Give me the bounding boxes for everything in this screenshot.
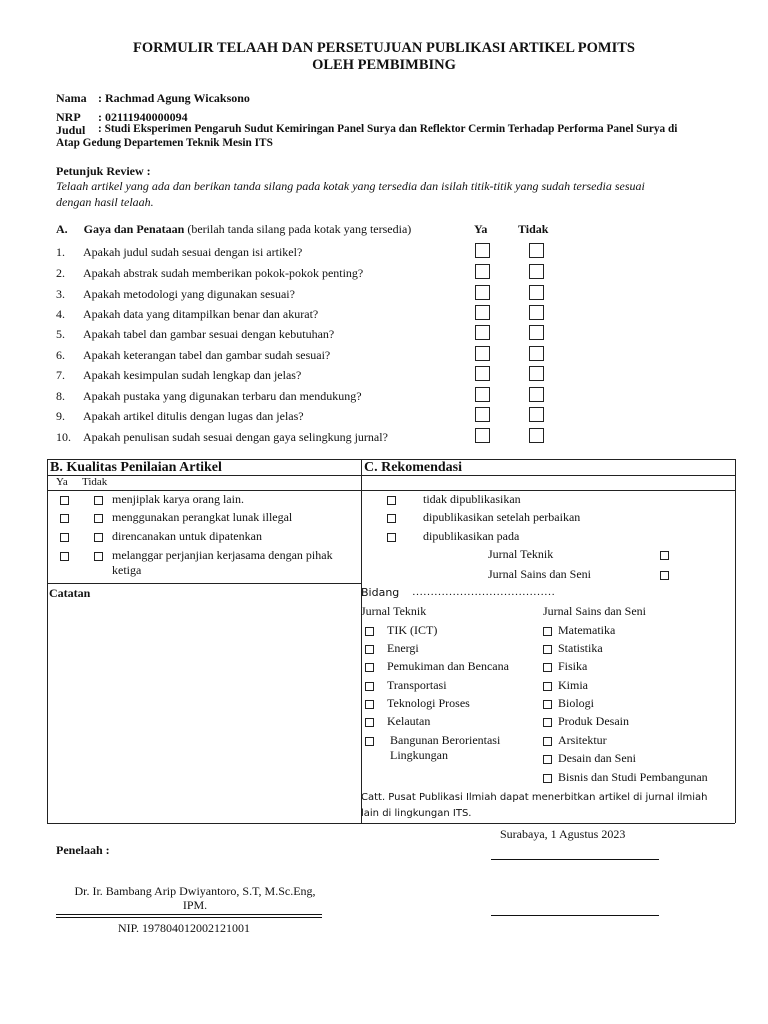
bidang-checkbox[interactable]: [365, 737, 374, 746]
judul-value-line-2: Atap Gedung Departemen Teknik Mesin ITS: [56, 137, 273, 149]
jurnal-teknik-heading: Jurnal Teknik: [361, 604, 427, 618]
section-b-item: [60, 510, 103, 525]
rekomendasi-option: [387, 529, 396, 544]
bidang-option[interactable]: [543, 696, 594, 711]
q1-ya-checkbox[interactable]: [475, 243, 490, 258]
rekomendasi-option-label: dipublikasikan setelah perbaikan: [423, 510, 581, 524]
bidang-option-label: Fisika: [558, 659, 588, 673]
nrp-value: : 02111940000094: [98, 110, 188, 124]
bidang-option[interactable]: [543, 714, 629, 729]
item-ya-checkbox[interactable]: [60, 533, 69, 542]
question-text: Apakah kesimpulan sudah lengkap dan jelas?: [83, 368, 302, 382]
question-text: Apakah metodologi yang digunakan sesuai?: [83, 287, 295, 301]
section-c-note-line-1: Catt. Pusat Publikasi Ilmiah dapat menerbitkan artikel di jurnal ilmiah: [361, 792, 708, 803]
reviewer-underline-2: [56, 917, 322, 918]
bidang-option[interactable]: [365, 659, 509, 674]
bidang-checkbox[interactable]: [365, 645, 374, 654]
bidang-option-label: Statistika: [558, 641, 603, 655]
q4-ya-checkbox[interactable]: [475, 305, 490, 320]
item-tidak-checkbox[interactable]: [94, 496, 103, 505]
section-b-item-text-line-2: ketiga: [112, 563, 142, 577]
section-b-item-text: melanggar perjanjian kerjasama dengan pihak: [112, 548, 333, 562]
question-text: Apakah keterangan tabel dan gambar sudah sesuai?: [83, 348, 331, 362]
bidang-option-label: Arsitektur: [558, 733, 607, 747]
q3-ya-checkbox[interactable]: [475, 285, 490, 300]
section-c-note-line-2: lain di lingkungan ITS.: [361, 808, 472, 819]
form-title-line-2: OLEH PEMBIMBING: [312, 57, 456, 73]
instructions-heading: Petunjuk Review :: [56, 164, 151, 178]
instructions-line-1: Telaah artikel yang ada dan berikan tanda silang pada kotak yang tersedia dan isilah titik-titik yang sudah tersedia sesuai: [56, 179, 645, 193]
reviewer-nip: NIP. 197804012002121001: [118, 921, 251, 935]
bidang-option[interactable]: [365, 678, 447, 693]
bidang-checkbox[interactable]: [543, 718, 552, 727]
nama-label: Nama: [56, 91, 87, 105]
bidang-checkbox[interactable]: [543, 755, 552, 764]
bidang-option[interactable]: [543, 751, 636, 766]
bidang-option-label: Kimia: [558, 678, 588, 692]
bidang-option[interactable]: [543, 641, 603, 656]
question-text: Apakah pustaka yang digunakan terbaru dan mendukung?: [83, 389, 362, 403]
bidang-option-label: Teknologi Proses: [387, 696, 470, 710]
signature-line-bottom: [491, 915, 659, 916]
bidang-option[interactable]: [543, 623, 615, 638]
bidang-checkbox[interactable]: [543, 700, 552, 709]
bidang-checkbox[interactable]: [543, 737, 552, 746]
q5-ya-checkbox[interactable]: [475, 325, 490, 340]
q10-tidak-checkbox[interactable]: [529, 428, 544, 443]
bidang-checkbox[interactable]: [543, 627, 552, 636]
section-c-heading: C. Rekomendasi: [364, 460, 463, 475]
bidang-checkbox[interactable]: [365, 718, 374, 727]
section-b-item: [60, 548, 103, 563]
nrp-label: NRP: [56, 110, 81, 124]
bidang-option-label: Matematika: [558, 623, 616, 637]
bidang-option[interactable]: [365, 623, 437, 638]
q6-tidak-checkbox[interactable]: [529, 346, 544, 361]
bidang-option[interactable]: [543, 770, 708, 785]
bidang-option-label: Pemukiman dan Bencana: [387, 659, 509, 673]
bidang-option-label: TIK (ICT): [387, 623, 438, 637]
option-checkbox[interactable]: [387, 496, 396, 505]
question-number: 9.: [56, 409, 65, 423]
bidang-input[interactable]: …………………………………: [412, 586, 555, 598]
q9-tidak-checkbox[interactable]: [529, 407, 544, 422]
q9-ya-checkbox[interactable]: [475, 407, 490, 422]
section-a-col-ya: Ya: [474, 222, 488, 236]
q1-tidak-checkbox[interactable]: [529, 243, 544, 258]
sub-option-checkbox[interactable]: [660, 571, 669, 580]
judul-label: Judul: [56, 123, 86, 137]
question-number: 5.: [56, 327, 65, 341]
sub-option-checkbox[interactable]: [660, 551, 669, 560]
bidang-option-label: Bisnis dan Studi Pembangunan: [558, 770, 708, 784]
bidang-option-label: Desain dan Seni: [558, 751, 636, 765]
journal-sub-option: [660, 567, 669, 582]
question-number: 4.: [56, 307, 65, 321]
bidang-option-label: Kelautan: [387, 714, 431, 728]
question-text: Apakah artikel ditulis dengan lugas dan jelas?: [83, 409, 304, 423]
question-number: 2.: [56, 266, 65, 280]
journal-sub-option: [660, 547, 669, 562]
bidang-checkbox[interactable]: [543, 663, 552, 672]
section-b-item-text: menggunakan perangkat lunak illegal: [112, 510, 293, 524]
section-a-col-tidak: Tidak: [518, 222, 549, 236]
bidang-option[interactable]: [543, 659, 587, 674]
item-tidak-checkbox[interactable]: [94, 514, 103, 523]
question-text: Apakah judul sudah sesuai dengan isi artikel?: [83, 245, 303, 259]
judul-value-line-1: : Studi Eksperimen Pengaruh Sudut Kemiringan Panel Surya dan Reflektor Cermin Terhadap Performa Panel Surya di: [98, 123, 678, 135]
catatan-input[interactable]: [49, 602, 359, 820]
bidang-option[interactable]: [543, 678, 588, 693]
bidang-checkbox[interactable]: [365, 700, 374, 709]
catatan-label: Catatan: [49, 586, 91, 600]
q6-ya-checkbox[interactable]: [475, 346, 490, 361]
item-ya-checkbox[interactable]: [60, 552, 69, 561]
question-text: Apakah penulisan sudah sesuai dengan gaya selingkung jurnal?: [83, 430, 388, 444]
bidang-option[interactable]: [365, 714, 430, 729]
journal-sub-option-label: Jurnal Teknik: [488, 547, 554, 561]
bidang-checkbox[interactable]: [543, 682, 552, 691]
q2-tidak-checkbox[interactable]: [529, 264, 544, 279]
question-text: Apakah abstrak sudah memberikan pokok-pokok penting?: [83, 266, 364, 280]
bidang-checkbox[interactable]: [365, 682, 374, 691]
section-b-item-text: direncanakan untuk dipatenkan: [112, 529, 262, 543]
bidang-checkbox[interactable]: [365, 627, 374, 636]
rekomendasi-option: [387, 492, 396, 507]
item-tidak-checkbox[interactable]: [94, 552, 103, 561]
item-tidak-checkbox[interactable]: [94, 533, 103, 542]
q8-ya-checkbox[interactable]: [475, 387, 490, 402]
bidang-option[interactable]: [365, 641, 419, 656]
bidang-option-label: Produk Desain: [558, 714, 629, 728]
section-b-col-ya: Ya: [56, 476, 68, 488]
penelaah-label: Penelaah :: [56, 843, 110, 857]
bidang-option[interactable]: [543, 733, 607, 748]
journal-sub-option-label: Jurnal Sains dan Seni: [488, 567, 591, 581]
reviewer-underline-1: [56, 914, 322, 915]
q3-tidak-checkbox[interactable]: [529, 285, 544, 300]
reviewer-name: [56, 884, 334, 912]
bidang-option[interactable]: [365, 696, 470, 711]
section-b-item: [60, 492, 103, 507]
q7-ya-checkbox[interactable]: [475, 366, 490, 381]
bidang-option-label: Bangunan Berorientasi Lingkungan: [390, 733, 501, 762]
section-b-heading: B. Kualitas Penilaian Artikel: [50, 460, 222, 475]
section-a-note: (berilah tanda silang pada kotak yang tersedia): [187, 222, 412, 236]
question-text: Apakah tabel dan gambar sesuai dengan kebutuhan?: [83, 327, 335, 341]
rekomendasi-option-label: dipublikasikan pada: [423, 529, 520, 543]
question-number: 6.: [56, 348, 65, 362]
bidang-option-label: Energi: [387, 641, 419, 655]
rekomendasi-option: [387, 510, 396, 525]
nama-row: [56, 91, 87, 106]
item-ya-checkbox[interactable]: [60, 514, 69, 523]
signature-line-top: [491, 859, 659, 860]
section-a-prefix: A.: [56, 222, 68, 236]
question-text: Apakah data yang ditampilkan benar dan akurat?: [83, 307, 319, 321]
place-date: Surabaya, 1 Agustus 2023: [500, 827, 626, 841]
reviewer-name-line-1: Dr. Ir. Bambang Arip Dwiyantoro, S.T, M.Sc.Eng,: [74, 884, 316, 898]
section-b-col-tidak: Tidak: [82, 476, 108, 488]
q7-tidak-checkbox[interactable]: [529, 366, 544, 381]
option-checkbox[interactable]: [387, 514, 396, 523]
question-number: 3.: [56, 287, 65, 301]
question-number: 7.: [56, 368, 65, 382]
section-b-item-text: menjiplak karya orang lain.: [112, 492, 244, 506]
bidang-option-label: Biologi: [558, 696, 595, 710]
rekomendasi-option-label: tidak dipublikasikan: [423, 492, 521, 506]
bidang-option-label: Transportasi: [387, 678, 447, 692]
option-checkbox[interactable]: [387, 533, 396, 542]
instructions-line-2: dengan hasil telaah.: [56, 195, 154, 209]
item-ya-checkbox[interactable]: [60, 496, 69, 505]
nama-value: : Rachmad Agung Wicaksono: [98, 91, 250, 105]
q5-tidak-checkbox[interactable]: [529, 325, 544, 340]
section-a-title: Gaya dan Penataan: [83, 222, 185, 236]
jurnal-sains-heading: Jurnal Sains dan Seni: [543, 604, 646, 618]
section-a-heading: [56, 222, 411, 237]
q10-ya-checkbox[interactable]: [475, 428, 490, 443]
question-number: 10.: [56, 430, 71, 444]
reviewer-name-line-2: IPM.: [182, 898, 208, 912]
q4-tidak-checkbox[interactable]: [529, 305, 544, 320]
question-number: 8.: [56, 389, 65, 403]
question-number: 1.: [56, 245, 65, 259]
q2-ya-checkbox[interactable]: [475, 264, 490, 279]
bidang-checkbox[interactable]: [365, 663, 374, 672]
bidang-checkbox[interactable]: [543, 645, 552, 654]
section-b-item: [60, 529, 103, 544]
bidang-option[interactable]: [365, 733, 374, 748]
bidang-checkbox[interactable]: [543, 774, 552, 783]
bidang-label: Bidang: [361, 586, 400, 599]
form-title-line-1: FORMULIR TELAAH DAN PERSETUJUAN PUBLIKASI ARTIKEL POMITS: [133, 40, 635, 56]
q8-tidak-checkbox[interactable]: [529, 387, 544, 402]
